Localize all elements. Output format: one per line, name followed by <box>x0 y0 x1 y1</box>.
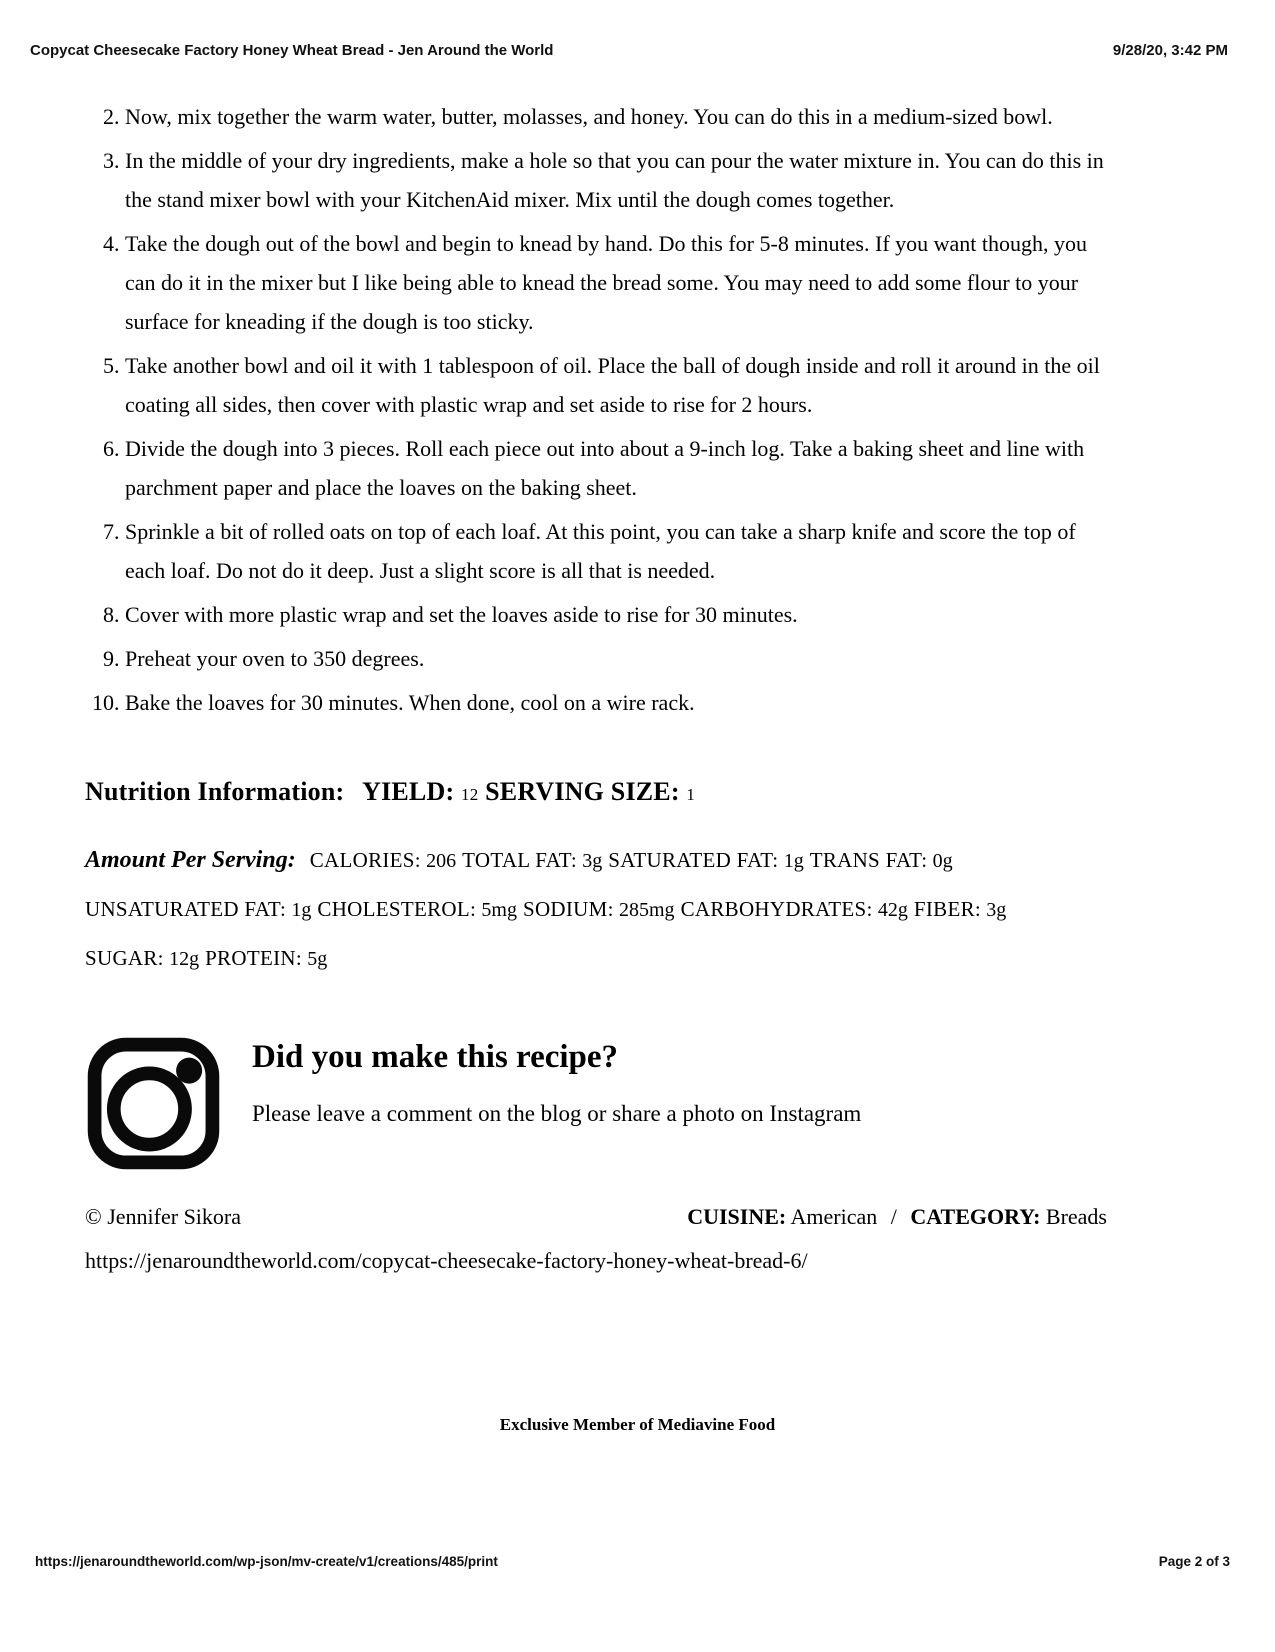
mediavine-badge: Exclusive Member of Mediavine Food <box>499 1415 776 1434</box>
separator: / <box>890 1204 897 1229</box>
nutrition-fact: SODIUM: 285mg <box>522 897 675 921</box>
nutrition-heading <box>85 777 1107 810</box>
nutrition-line <box>85 934 1107 983</box>
instagram-cta <box>85 1035 1107 1172</box>
document-title: Copycat Cheesecake Factory Honey Wheat Bread - Jen Around the World <box>30 42 554 59</box>
cta-heading: Did you make this recipe? <box>252 1039 619 1075</box>
nutrition-fact: CHOLESTEROL: 5mg <box>317 897 517 921</box>
instruction-step: 7. Sprinkle a bit of rolled oats on top of each loaf. At this point, you can take a sharp knife and score the top of each loaf. Do not do it deep. Just a slight score is all that is needed. <box>125 512 1107 590</box>
nutrition-fact: UNSATURATED FAT: 1g <box>85 897 312 921</box>
amount-per-serving-label: Amount Per Serving: <box>85 847 296 873</box>
copyright-text: © Jennifer Sikora <box>85 1204 242 1229</box>
yield-label: YIELD: <box>362 777 455 806</box>
instruction-step: 2. Now, mix together the warm water, butter, molasses, and honey. You can do this in a medium-sized bowl. <box>125 97 1107 136</box>
instagram-icon <box>85 1035 222 1172</box>
instruction-step: 9. Preheat your oven to 350 degrees. <box>125 639 1107 678</box>
cta-text <box>252 1035 861 1127</box>
category-value: Breads <box>1045 1204 1107 1229</box>
nutrition-fact: SUGAR: 12g <box>85 946 200 970</box>
instruction-step: 3. In the middle of your dry ingredients, make a hole so that you can pour the water mixture in. You can do this in the stand mixer bowl with your KitchenAid mixer. Mix until the dough comes together. <box>125 141 1107 219</box>
serving-size-label: SERVING SIZE: <box>485 777 680 806</box>
cta-subtitle: Please leave a comment on the blog or share a photo on Instagram <box>252 1101 862 1126</box>
nutrition-heading-label: Nutrition Information: <box>85 777 345 806</box>
nutrition-fact: CARBOHYDRATES: 42g <box>680 897 908 921</box>
nutrition-fact: TRANS FAT: 0g <box>809 848 953 872</box>
byline-row <box>85 1203 1107 1231</box>
instruction-step: 6. Divide the dough into 3 pieces. Roll each piece out into about a 9-inch log. Take a baking sheet and line with parchment paper and place the loaves on the baking sheet. <box>125 429 1107 507</box>
nutrition-line <box>85 836 1107 885</box>
nutrition-line <box>85 885 1107 934</box>
nutrition-fact: FIBER: 3g <box>913 897 1007 921</box>
instructions-list <box>85 97 1107 722</box>
nutrition-facts <box>85 836 1107 983</box>
nutrition-fact: CALORIES: 206 <box>309 848 457 872</box>
print-header <box>30 42 1228 59</box>
category-label: CATEGORY: <box>910 1204 1041 1229</box>
footer-url: https://jenaroundtheworld.com/wp-json/mv-create/v1/creations/485/print <box>35 1554 498 1569</box>
instruction-step: 4. Take the dough out of the bowl and begin to knead by hand. Do this for 5-8 minutes. If you want though, you can do it in the mixer but I like being able to knead the bread some. You may need to add some flour to your surface for kneading if the dough is too sticky. <box>125 224 1107 341</box>
print-datetime: 9/28/20, 3:42 PM <box>1112 42 1228 59</box>
nutrition-fact: PROTEIN: 5g <box>205 946 328 970</box>
nutrition-fact: TOTAL FAT: 3g <box>462 848 603 872</box>
instruction-step: 8. Cover with more plastic wrap and set the loaves aside to rise for 30 minutes. <box>125 595 1107 634</box>
nutrition-fact: SATURATED FAT: 1g <box>608 848 804 872</box>
serving-size-value: 1 <box>686 785 696 804</box>
cuisine-label: CUISINE: <box>687 1204 787 1229</box>
cuisine-category <box>687 1203 1107 1231</box>
instruction-step: 5. Take another bowl and oil it with 1 tablespoon of oil. Place the ball of dough inside and roll it around in the oil coating all sides, then cover with plastic wrap and set aside to rise for 2 hours. <box>125 346 1107 424</box>
recipe-content <box>85 97 1107 1275</box>
recipe-url: https://jenaroundtheworld.com/copycat-cheesecake-factory-honey-wheat-bread-6/ <box>85 1248 808 1273</box>
yield-value: 12 <box>461 785 479 804</box>
print-footer <box>35 1554 1230 1569</box>
cuisine-value: American <box>790 1204 878 1229</box>
instruction-step: 10. Bake the loaves for 30 minutes. When done, cool on a wire rack. <box>125 683 1107 722</box>
page-indicator: Page 2 of 3 <box>1158 1554 1230 1569</box>
